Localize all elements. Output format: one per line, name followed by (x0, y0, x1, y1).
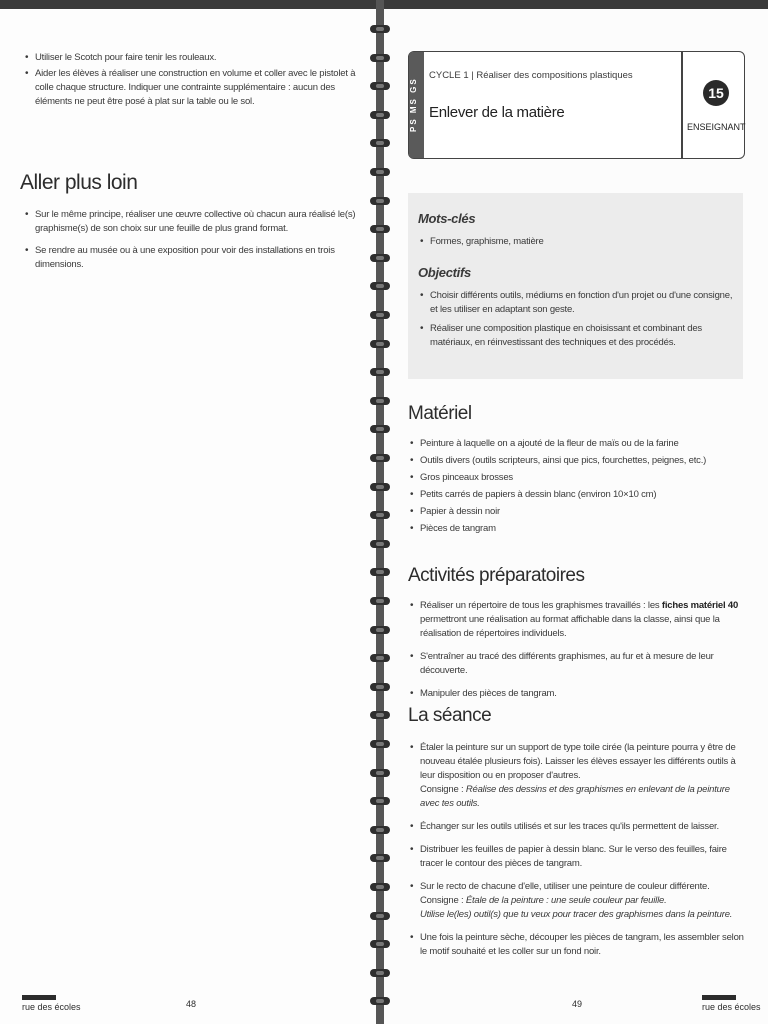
cycle-line (429, 70, 633, 81)
spiral-coil (370, 565, 390, 579)
header-divider (681, 52, 683, 158)
list-item: • Formes, graphisme, matière (420, 235, 738, 249)
spiral-coil (370, 108, 390, 122)
objectives-list (420, 289, 738, 355)
list-item (410, 843, 748, 871)
coil-hole (376, 999, 384, 1003)
spiral-coil (370, 279, 390, 293)
coil-hole (376, 914, 384, 918)
coil-hole (376, 199, 384, 203)
step-text: Étaler la peinture sur un support de type toile cirée (la peinture pourra y être de nouveau étalée plusieurs fois). Laisser les élèves essayer les différents outils à leur disposition ou en proposer d'autres. (420, 742, 736, 781)
materiel-list (410, 437, 748, 539)
list-item (410, 820, 748, 834)
spiral-coil (370, 165, 390, 179)
coil-hole (376, 685, 384, 689)
coil-hole (376, 828, 384, 832)
spiral-coil (370, 880, 390, 894)
logo-text: rue des écoles (702, 1002, 761, 1012)
spiral-coil (370, 823, 390, 837)
spiral-coil (370, 365, 390, 379)
left-top-bullets (25, 51, 360, 111)
prep-text: Réaliser un répertoire de tous les graphismes travaillés : les (420, 600, 662, 611)
list-item: • Choisir différents outils, médiums en fonction d'un projet ou d'une consigne, et les utiliser en adaptant son geste. (420, 289, 738, 317)
coil-hole (376, 771, 384, 775)
step-text: Sur le recto de chacune d'elle, utiliser une peinture de couleur différente. (420, 881, 710, 892)
spiral-coil (370, 794, 390, 808)
spiral-coil (370, 966, 390, 980)
spiral-coil (370, 51, 390, 65)
coil-hole (376, 942, 384, 946)
coil-hole (376, 856, 384, 860)
coil-hole (376, 456, 384, 460)
coil-hole (376, 227, 384, 231)
list-item: • Gros pinceaux brosses (410, 471, 748, 485)
spiral-coil (370, 508, 390, 522)
prep-text: Manipuler des pièces de tangram. (420, 688, 557, 699)
list-item: • Pièces de tangram (410, 522, 748, 536)
left-page (0, 9, 376, 1024)
list-item: • Sur le même principe, réaliser une œuvre collective où chacun aura réalisé le(s) graphisme(s) de son choix sur une feuille de plus grand format. (25, 208, 365, 236)
logo-text: rue des écoles (22, 1002, 81, 1012)
step-text: Une fois la peinture sèche, découper les pièces de tangram, les assembler selon le motif souhaité et les coller sur un fond noir. (420, 932, 744, 957)
coil-hole (376, 599, 384, 603)
coil-hole (376, 284, 384, 288)
logo-mark-icon (702, 995, 736, 1000)
sheet-title: Enlever de la matière (429, 104, 565, 121)
list-item: • Peinture à laquelle on a ajouté de la fleur de maïs ou de la farine (410, 437, 748, 451)
coil-hole (376, 170, 384, 174)
step-text: Distribuer les feuilles de papier à dessin blanc. Sur le verso des feuilles, faire tracer le contour des pièces de tangram. (420, 844, 727, 869)
spiral-coil (370, 394, 390, 408)
coil-hole (376, 84, 384, 88)
prep-text-after: permettront une réalisation au format affichable dans la classe, ainsi que la réalisation de répertoires individuels. (420, 614, 720, 639)
seance-list (410, 741, 748, 968)
objectives-heading: Objectifs (418, 265, 471, 280)
cycle-separator: | (468, 70, 477, 81)
coil-hole (376, 313, 384, 317)
sheet-number-badge: 15 (703, 80, 729, 106)
spiral-coil (370, 251, 390, 265)
keywords-heading: Mots-clés (418, 211, 476, 226)
keywords-list (420, 235, 738, 254)
list-item: • Outils divers (outils scripteurs, ainsi que pics, fourchettes, peignes, etc.) (410, 454, 748, 468)
right-page (384, 9, 768, 1024)
keywords-objectives-box (408, 193, 743, 379)
list-item: • Papier à dessin noir (410, 505, 748, 519)
list-item (410, 880, 748, 922)
coil-hole (376, 427, 384, 431)
prep-bold-ref: fiches matériel 40 (661, 600, 739, 611)
spiral-coil (370, 937, 390, 951)
prep-list (410, 599, 748, 710)
spiral-coil (370, 651, 390, 665)
logo-mark-icon (22, 995, 56, 1000)
list-item (410, 931, 748, 959)
consigne-label: Consigne : (420, 784, 466, 795)
top-edge (0, 0, 768, 9)
coil-hole (376, 971, 384, 975)
list-item: • Petits carrés de papiers à dessin blanc (environ 10×10 cm) (410, 488, 748, 502)
consigne-text: Réalise des dessins et des graphismes en enlevant de la peinture avec tes outils. (420, 784, 730, 809)
publisher-logo (702, 995, 761, 1012)
spiral-coil (370, 623, 390, 637)
coil-hole (376, 342, 384, 346)
section-heading-aller-plus-loin: Aller plus loin (20, 171, 138, 194)
spiral-coil (370, 22, 390, 36)
consigne-label: Consigne : (420, 895, 466, 906)
cycle-label: CYCLE 1 (429, 70, 469, 81)
publisher-logo (22, 995, 81, 1012)
consigne-text-2: Utilise le(les) outil(s) que tu veux pour tracer des graphismes dans la peinture. (420, 909, 733, 920)
coil-hole (376, 56, 384, 60)
spiral-coil (370, 480, 390, 494)
spiral-coil (370, 79, 390, 93)
spiral-coil (370, 337, 390, 351)
coil-hole (376, 141, 384, 145)
list-item (410, 599, 748, 641)
spiral-coil (370, 680, 390, 694)
aller-plus-loin-list (25, 208, 365, 280)
spiral-coil (370, 194, 390, 208)
list-item: • Aider les élèves à réaliser une construction en volume et coller avec le pistolet à colle chaque structure. Indiquer une contrainte supplémentaire : aucun des éléments ne peut être posé à plat sur la table ou le sol. (25, 67, 360, 109)
cycle-subject: Réaliser des compositions plastiques (476, 70, 633, 81)
spiral-coil (370, 136, 390, 150)
list-item: • Réaliser une composition plastique en choisissant et combinant des matériaux, en réinvestissant des techniques et des procédés. (420, 322, 738, 350)
teacher-label: ENSEIGNANT (687, 122, 746, 132)
spiral-coil (370, 737, 390, 751)
sheet-header (408, 51, 745, 159)
spiral-coil (370, 222, 390, 236)
spiral-coil (370, 451, 390, 465)
levels-band (409, 52, 424, 158)
coil-hole (376, 370, 384, 374)
coil-hole (376, 542, 384, 546)
coil-hole (376, 885, 384, 889)
coil-hole (376, 713, 384, 717)
page-number-left: 48 (186, 999, 197, 1009)
prep-text: S'entraîner au tracé des différents graphismes, au fur et à mesure de leur découverte. (420, 651, 714, 676)
spiral-coil (370, 594, 390, 608)
spiral-coil (370, 708, 390, 722)
coil-hole (376, 570, 384, 574)
list-item: • Utiliser le Scotch pour faire tenir les rouleaux. (25, 51, 360, 65)
coil-hole (376, 742, 384, 746)
spiral-coil (370, 994, 390, 1008)
coil-hole (376, 485, 384, 489)
list-item: • Se rendre au musée ou à une exposition pour voir des installations en trois dimensions. (25, 244, 365, 272)
coil-hole (376, 399, 384, 403)
spiral-coil (370, 537, 390, 551)
list-item (410, 687, 748, 701)
coil-hole (376, 113, 384, 117)
list-item (410, 650, 748, 678)
levels-label: PS MS GS (409, 77, 418, 133)
materiel-heading: Matériel (408, 403, 472, 424)
prep-heading: Activités préparatoires (408, 565, 585, 586)
coil-hole (376, 799, 384, 803)
seance-heading: La séance (408, 705, 492, 726)
coil-hole (376, 628, 384, 632)
spiral-coil (370, 909, 390, 923)
coil-hole (376, 27, 384, 31)
page-number-right: 49 (572, 999, 583, 1009)
spiral-coil (370, 851, 390, 865)
step-text: Échanger sur les outils utilisés et sur les traces qu'ils permettent de laisser. (420, 821, 719, 832)
list-item (410, 741, 748, 811)
consigne-text: Étale de la peinture : une seule couleur par feuille. (465, 895, 667, 906)
coil-hole (376, 513, 384, 517)
spiral-coil (370, 308, 390, 322)
spiral-coil (370, 766, 390, 780)
coil-hole (376, 256, 384, 260)
spiral-coil (370, 422, 390, 436)
coil-hole (376, 656, 384, 660)
